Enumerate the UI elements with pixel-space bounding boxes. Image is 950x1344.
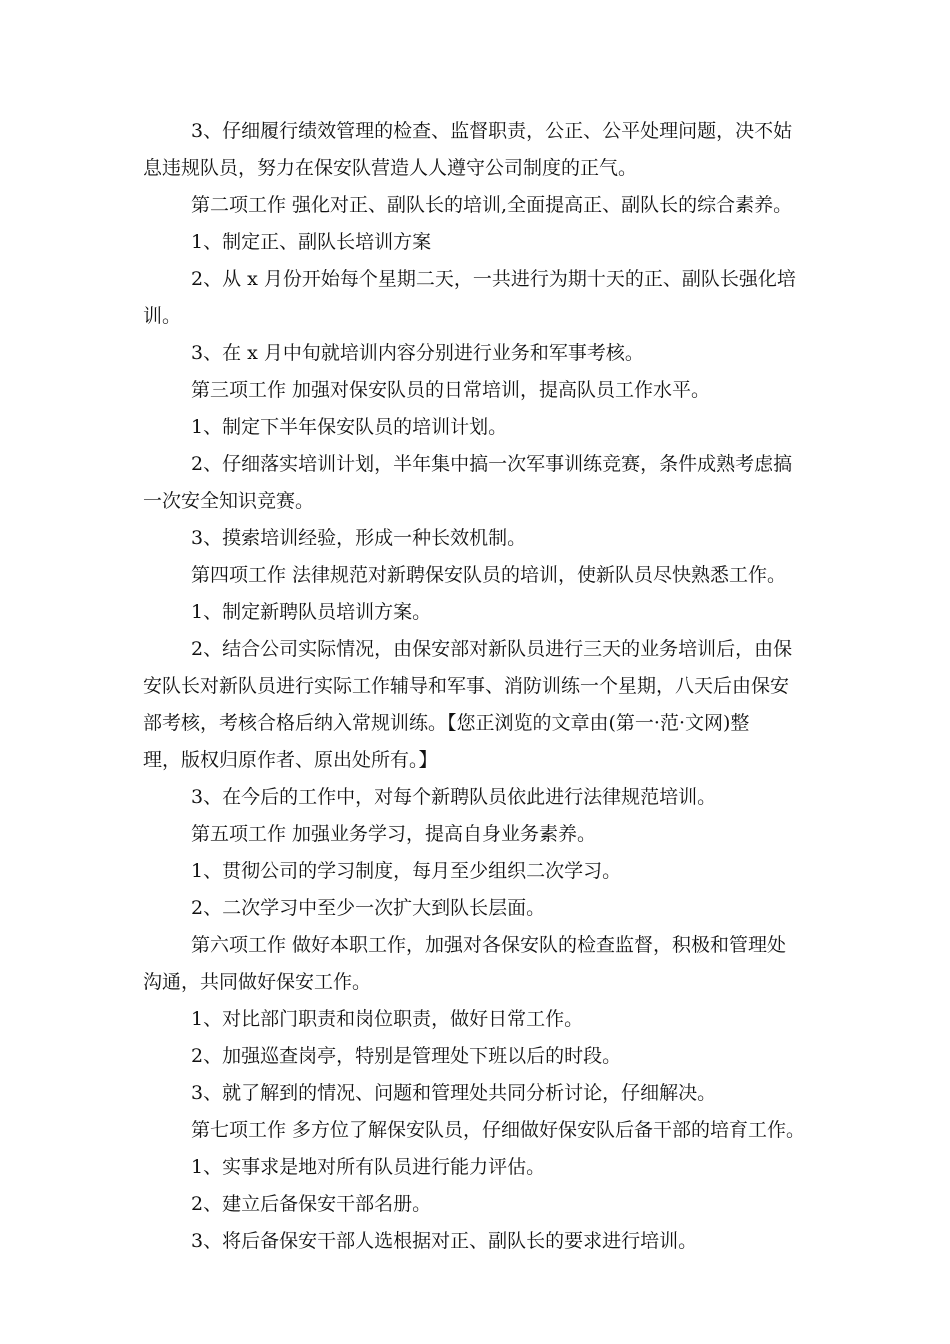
section-heading: 第五项工作 加强业务学习，提高自身业务素养。	[191, 823, 597, 845]
section-heading: 第三项工作 加强对保安队员的日常培训，提高队员工作水平。	[191, 379, 711, 401]
list-item: 1、实事求是地对所有队员进行能力评估。	[191, 1156, 546, 1178]
paragraph-line: 一次安全知识竞赛。	[143, 490, 315, 512]
list-item: 3、就了解到的情况、问题和管理处共同分析讨论，仔细解决。	[191, 1082, 717, 1104]
list-item: 2、结合公司实际情况，由保安部对新队员进行三天的业务培训后，由保	[191, 638, 793, 660]
list-item: 1、制定正、副队长培训方案	[191, 231, 432, 253]
paragraph-line: 息违规队员，努力在保安队营造人人遵守公司制度的正气。	[143, 157, 638, 179]
paragraph-line: 理，版权归原作者、原出处所有。】	[143, 749, 438, 771]
list-item: 3、摸索培训经验，形成一种长效机制。	[191, 527, 527, 549]
list-item: 2、二次学习中至少一次扩大到队长层面。	[191, 897, 546, 919]
list-item: 2、加强巡查岗亭，特别是管理处下班以后的时段。	[191, 1045, 622, 1067]
list-item: 1、对比部门职责和岗位职责，做好日常工作。	[191, 1008, 584, 1030]
list-item: 3、在今后的工作中，对每个新聘队员依此进行法律规范培训。	[191, 786, 717, 808]
section-heading: 第二项工作 强化对正、副队长的培训,全面提高正、副队长的综合素养。	[191, 194, 793, 216]
list-item: 3、在 x 月中旬就培训内容分别进行业务和军事考核。	[191, 342, 644, 364]
list-item: 1、制定下半年保安队员的培训计划。	[191, 416, 508, 438]
list-item: 1、贯彻公司的学习制度，每月至少组织二次学习。	[191, 860, 622, 882]
list-item: 2、建立后备保安干部名册。	[191, 1193, 432, 1215]
paragraph-line: 训。	[143, 305, 182, 327]
list-item: 1、制定新聘队员培训方案。	[191, 601, 432, 623]
paragraph-line: 部考核，考核合格后纳入常规训练。【您正浏览的文章由(第一·范·文网)整	[143, 712, 750, 734]
section-heading: 第六项工作 做好本职工作，加强对各保安队的检查监督，积极和管理处	[191, 934, 787, 956]
paragraph-line: 3、仔细履行绩效管理的检查、监督职责，公正、公平处理问题，决不姑	[191, 120, 793, 142]
paragraph-line: 安队长对新队员进行实际工作辅导和军事、消防训练一个星期，八天后由保安	[143, 675, 790, 697]
list-item: 2、仔细落实培训计划，半年集中搞一次军事训练竞赛，条件成熟考虑搞	[191, 453, 793, 475]
list-item: 2、从 x 月份开始每个星期二天，一共进行为期十天的正、副队长强化培	[191, 268, 796, 290]
list-item: 3、将后备保安干部人选根据对正、副队长的要求进行培训。	[191, 1230, 698, 1252]
section-heading: 第七项工作 多方位了解保安队员，仔细做好保安队后备干部的培育工作。	[191, 1119, 806, 1141]
paragraph-line: 沟通，共同做好保安工作。	[143, 971, 372, 993]
section-heading: 第四项工作 法律规范对新聘保安队员的培训，使新队员尽快熟悉工作。	[191, 564, 787, 586]
